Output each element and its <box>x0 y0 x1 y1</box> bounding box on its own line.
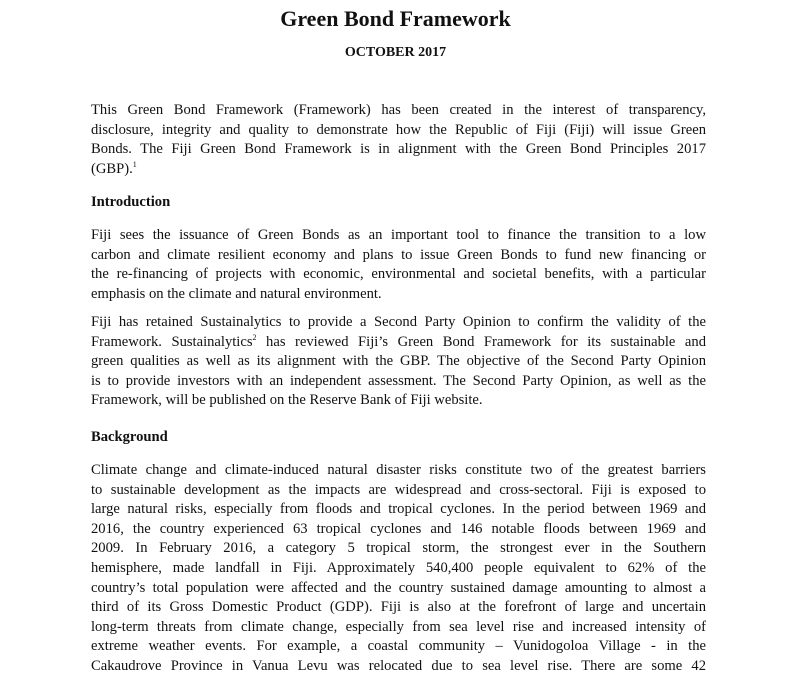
text-line: third of its Gross Domestic Product (GDP). Fiji is also at the forefront of large and uncertain <box>91 599 706 616</box>
section-heading-introduction: Introduction <box>91 194 171 210</box>
text-line: Fiji has retained Sustainalytics to provide a Second Party Opinion to confirm the validity of the <box>91 314 706 330</box>
text-line: country’s total population were affected and the country sustained damage amounting to almost a <box>91 579 706 596</box>
text-line: hemisphere, made landfall in Fiji. Approximately 540,400 people equivalent to 62% of the <box>91 559 706 576</box>
text-line: large natural risks, especially from floods and tropical cyclones. In the period between 1969 and <box>91 501 706 518</box>
section-heading-background: Background <box>91 429 168 445</box>
text-line: carbon and climate resilient economy and plans to issue Green Bonds to fund new financing or <box>91 246 706 263</box>
text-line: Bonds. The Fiji Green Bond Framework is in alignment with the Green Bond Principles 2017 <box>91 141 706 158</box>
text-line: Cakaudrove Province in Vanua Levu was relocated due to sea level rise. There are some 42 <box>91 657 706 674</box>
text-line: 2016, the country experienced 63 tropical cyclones and 146 notable floods between 1969 and <box>91 520 706 537</box>
text-line: disclosure, integrity and quality to demonstrate how the Republic of Fiji (Fiji) will issue Green <box>91 121 706 138</box>
text-line: Climate change and climate-induced natural disaster risks constitute two of the greatest barriers <box>91 462 706 478</box>
text-line: to sustainable development as the impacts are widespread and cross-sectoral. Fiji is exposed to <box>91 481 706 498</box>
text-line: emphasis on the climate and natural environment. <box>91 285 382 302</box>
text-line: Framework, will be published on the Reserve Bank of Fiji website. <box>91 392 483 409</box>
text-line: is to provide investors with an independent assessment. The Second Party Opinion, as well as the <box>91 372 706 389</box>
document-date: OCTOBER 2017 <box>344 45 447 60</box>
text-line: 2009. In February 2016, a category 5 tropical storm, the strongest ever in the Southern <box>91 540 706 557</box>
text-line: Fiji sees the issuance of Green Bonds as an important tool to finance the transition to a low <box>91 227 706 243</box>
text-line: extreme weather events. For example, a coastal community – Vunidogoloa Village - in the <box>91 638 706 655</box>
background-paragraph-1 <box>91 461 706 677</box>
document-title: Green Bond Framework <box>280 6 511 31</box>
text-line: green qualities as well as its alignment with the GBP. The objective of the Second Party Opinion <box>91 353 706 370</box>
text-line: the re-financing of projects with economic, environmental and societal benefits, with a particular <box>91 266 706 283</box>
text-line: (GBP).$^1$ <box>91 159 137 177</box>
text-line: Framework. Sustainalytics$^2$ has reviewed Fiji’s Green Bond Framework for its sustainable and <box>91 332 706 350</box>
intro-paragraph <box>91 101 706 179</box>
footnote-marker[interactable]: 2 <box>252 332 257 342</box>
introduction-paragraph-1 <box>91 226 706 304</box>
text-line: This Green Bond Framework (Framework) has been created in the interest of transparency, <box>91 102 706 118</box>
introduction-paragraph-2 <box>91 313 706 411</box>
footnote-marker[interactable]: 1 <box>132 159 137 169</box>
text-line: long-term threats from climate change, especially from sea level rise and increased intensity of <box>91 618 706 635</box>
